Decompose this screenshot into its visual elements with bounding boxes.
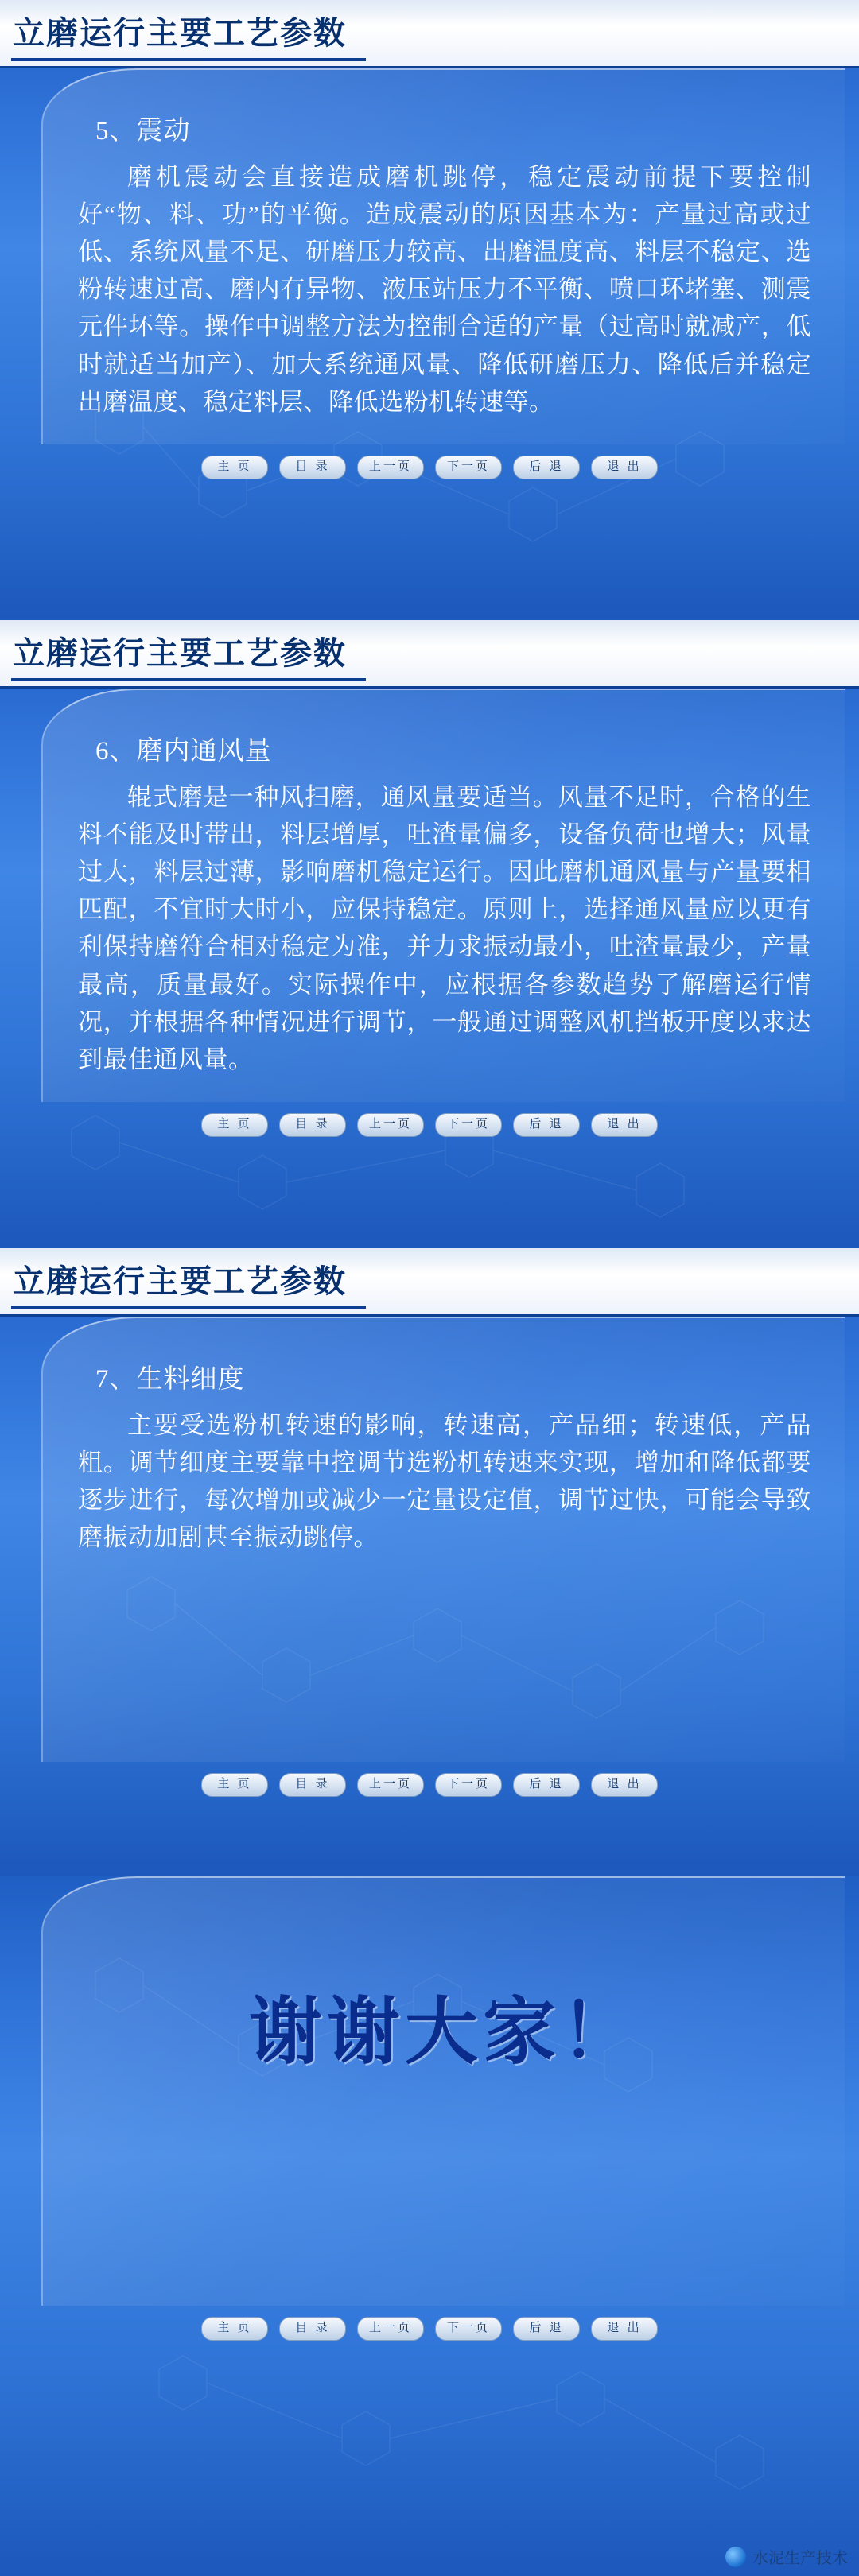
nav-next-button[interactable]: 下一页: [435, 1773, 502, 1797]
title-underline: [11, 1306, 366, 1309]
slide-7: [0, 1248, 859, 1876]
nav-exit-button[interactable]: 退 出: [591, 1773, 658, 1797]
nav-bar: [0, 444, 859, 494]
nav-back-button[interactable]: 后 退: [513, 1113, 580, 1137]
section-heading: 7、生料细度: [95, 1365, 245, 1394]
section-heading: 5、震动: [95, 117, 191, 145]
nav-home-button[interactable]: 主 页: [201, 2317, 268, 2341]
slide-thanks: [0, 1876, 859, 2576]
nav-bar: [0, 1762, 859, 1811]
thanks-panel: [41, 1876, 845, 2306]
watermark-label: 水泥生产技术: [752, 2550, 848, 2567]
content-panel: [41, 689, 845, 1102]
content-panel: [41, 68, 845, 444]
nav-contents-button[interactable]: 目 录: [279, 456, 346, 479]
page-title: 立磨运行主要工艺参数: [13, 15, 347, 51]
nav-home-button[interactable]: 主 页: [201, 1113, 268, 1137]
watermark: [725, 2545, 848, 2568]
nav-contents-button[interactable]: 目 录: [279, 2317, 346, 2341]
nav-bar: [0, 1102, 859, 1151]
slide-5: [0, 0, 859, 620]
thanks-text: 谢谢大家！: [248, 1992, 639, 2073]
nav-back-button[interactable]: 后 退: [513, 456, 580, 479]
nav-next-button[interactable]: 下一页: [435, 2317, 502, 2341]
nav-next-button[interactable]: 下一页: [435, 456, 502, 479]
slide-header: [0, 0, 859, 68]
nav-contents-button[interactable]: 目 录: [279, 1773, 346, 1797]
nav-exit-button[interactable]: 退 出: [591, 1113, 658, 1137]
nav-home-button[interactable]: 主 页: [201, 456, 268, 479]
nav-prev-button[interactable]: 上一页: [357, 456, 424, 479]
section-body: 磨机震动会直接造成磨机跳停，稳定震动前提下要控制好“物、料、功”的平衡。造成震动的原因基本为：产量过高或过低、系统风量不足、研磨压力较高、出磨温度高、料层不稳定、选粉转速过高、磨内有异物、液压站压力不平衡、喷口环堵塞、测震元件坏等。操作中调整方法为控制合适的产量（过高时就减产，低时就适当加产）、加大系统通风量、降低研磨压力、降低后并稳定出磨温度、稳定料层、降低选粉机转速等。: [78, 163, 811, 416]
slide-6: [0, 620, 859, 1248]
nav-prev-button[interactable]: 上一页: [357, 1773, 424, 1797]
nav-bar: [0, 2306, 859, 2355]
slide-content: [0, 689, 859, 1102]
title-underline: [11, 678, 366, 681]
slide-header: [0, 620, 859, 689]
nav-prev-button[interactable]: 上一页: [357, 2317, 424, 2341]
page-title: 立磨运行主要工艺参数: [13, 1263, 347, 1299]
slide-header: [0, 1248, 859, 1317]
nav-exit-button[interactable]: 退 出: [591, 2317, 658, 2341]
nav-back-button[interactable]: 后 退: [513, 1773, 580, 1797]
nav-contents-button[interactable]: 目 录: [279, 1113, 346, 1137]
content-panel: [41, 1317, 845, 1762]
nav-prev-button[interactable]: 上一页: [357, 1113, 424, 1137]
page-title: 立磨运行主要工艺参数: [13, 635, 347, 671]
nav-exit-button[interactable]: 退 出: [591, 456, 658, 479]
watermark-logo-icon: [725, 2547, 746, 2567]
nav-home-button[interactable]: 主 页: [201, 1773, 268, 1797]
nav-back-button[interactable]: 后 退: [513, 2317, 580, 2341]
section-body: 辊式磨是一种风扫磨，通风量要适当。风量不足时，合格的生料不能及时带出，料层增厚，吐渣量偏多，设备负荷也增大；风量过大，料层过薄，影响磨机稳定运行。因此磨机通风量与产量要相匹配，不宜时大时小，应保持稳定。原则上，选择通风量应以更有利保持磨符合相对稳定为准，并力求振动最小，吐渣量最少，产量最高，质量最好。实际操作中，应根据各参数趋势了解磨运行情况，并根据各种情况进行调节，一般通过调整风机挡板开度以求达到最佳通风量。: [78, 783, 811, 1073]
nav-next-button[interactable]: 下一页: [435, 1113, 502, 1137]
slide-content: [0, 68, 859, 444]
slide-content: [0, 1317, 859, 1762]
section-body: 主要受选粉机转速的影响，转速高，产品细；转速低，产品粗。调节细度主要靠中控调节选粉机转速来实现，增加和降低都要逐步进行，每次增加或减少一定量设定值，调节过快，可能会导致磨振动加剧甚至振动跳停。: [78, 1411, 811, 1552]
section-heading: 6、磨内通风量: [95, 737, 272, 766]
title-underline: [11, 58, 366, 61]
